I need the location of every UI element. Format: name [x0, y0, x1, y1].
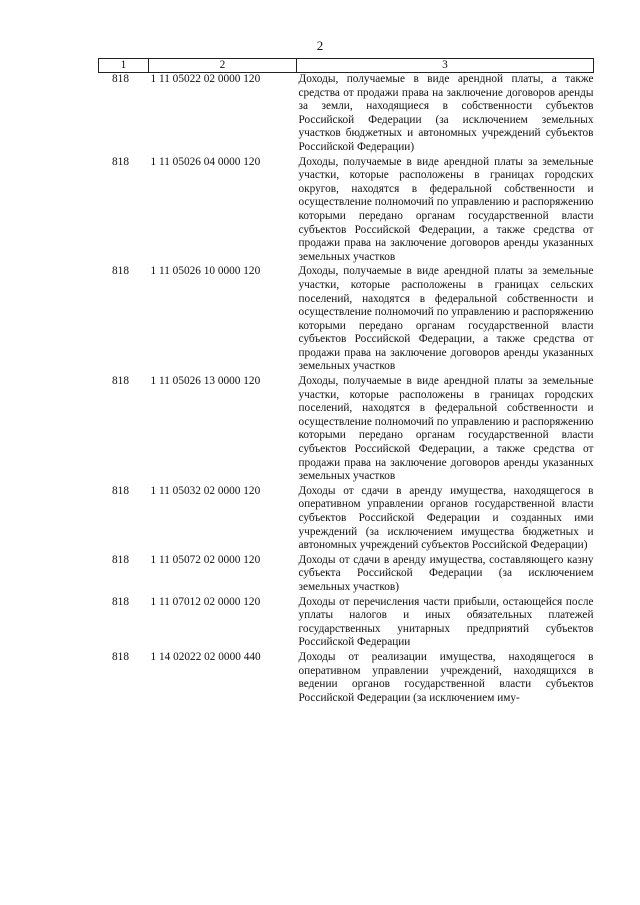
revenue-description: Доходы, получаемые в виде арендной платы за земельные участки, которые расположены в границах городских округов, находятся в федеральной собственности и осуществление полномочий по управлению и распоряжению которыми передано органам государственной власти субъектов Российской Федерации, а также средства от продажи права на заключение договоров аренды указанных земельных участков [298, 155, 594, 263]
budget-classification-code: 1 11 05022 02 0000 120 [150, 73, 261, 85]
budget-classification-code: 1 11 05072 02 0000 120 [150, 553, 261, 566]
page-number: 2 [316, 38, 324, 53]
revenue-description: Доходы от сдачи в аренду имущества, находящегося в оперативном управлении органов государственной власти субъектов Российской Федерации и созданных ими учреждений (за исключением имущества бюджетных и автономных учреждений субъектов Российской Федерации) [298, 484, 594, 552]
admin-code: 818 [112, 73, 129, 85]
admin-code: 818 [112, 484, 129, 497]
admin-code: 818 [112, 155, 129, 168]
budget-classification-code: 1 11 07012 02 0000 120 [150, 595, 261, 608]
revenue-description: Доходы от реализации имущества, находящегося в оперативном управлении учреждений, находящихся в ведении органов государственной власти субъектов Российской Федерации (за исключением иму- [298, 650, 594, 704]
revenue-description: Доходы от сдачи в аренду имущества, составляющего казну субъекта Российской Федерации (за исключением земельных участков) [298, 553, 594, 593]
admin-code: 818 [112, 595, 129, 608]
table-body [99, 73, 594, 707]
table-row [99, 265, 594, 375]
revenue-codes-table [98, 58, 594, 706]
table-row [99, 485, 594, 554]
budget-classification-code: 1 11 05026 10 0000 120 [150, 265, 261, 278]
admin-code: 818 [112, 265, 129, 278]
header-col-3: 3 [297, 59, 594, 73]
admin-code: 818 [112, 650, 129, 663]
budget-classification-code: 1 14 02022 02 0000 440 [150, 650, 261, 663]
table-row [99, 554, 594, 596]
table-row [99, 375, 594, 485]
admin-code: 818 [112, 375, 129, 388]
table-row [99, 596, 594, 651]
header-col-1: 1 [99, 59, 149, 73]
revenue-description: Доходы от перечисления части прибыли, остающейся после уплаты налогов и иных обязательных платежей государственных унитарных предприятий субъектов Российской Федерации [298, 595, 594, 649]
budget-classification-code: 1 11 05032 02 0000 120 [150, 484, 261, 497]
table-header [99, 59, 594, 73]
table-row [99, 651, 594, 706]
table-row [99, 73, 594, 156]
revenue-description: Доходы, получаемые в виде арендной платы, а также средства от продажи права на заключение договоров аренды за земли, находящиеся в собственности субъектов Российской Федерации (за исключением земельных участков бюджетных и автономных учреждений субъектов Российской Федерации) [298, 73, 594, 153]
budget-classification-code: 1 11 05026 13 0000 120 [150, 375, 261, 388]
revenue-description: Доходы, получаемые в виде арендной платы за земельные участки, которые расположены в границах сельских поселений, находятся в федеральной собственности и осуществление полномочий по управлению и распоряжению которыми передано органам государственной власти субъектов Российской Федерации, а также средства от продажи права на заключение договоров аренды указанных земельных участков [298, 265, 594, 373]
revenue-description: Доходы, получаемые в виде арендной платы за земельные участки, которые расположены в границах городских поселений, находятся в федеральной собственности и осуществление полномочий по управлению и распоряжению которыми передано органам государственной власти субъектов Российской Федерации, а также средства от продажи права на заключение договоров аренды указанных земельных участков [298, 375, 594, 483]
table-row [99, 156, 594, 266]
header-col-2: 2 [149, 59, 297, 73]
admin-code: 818 [112, 553, 129, 566]
budget-classification-code: 1 11 05026 04 0000 120 [150, 155, 261, 168]
